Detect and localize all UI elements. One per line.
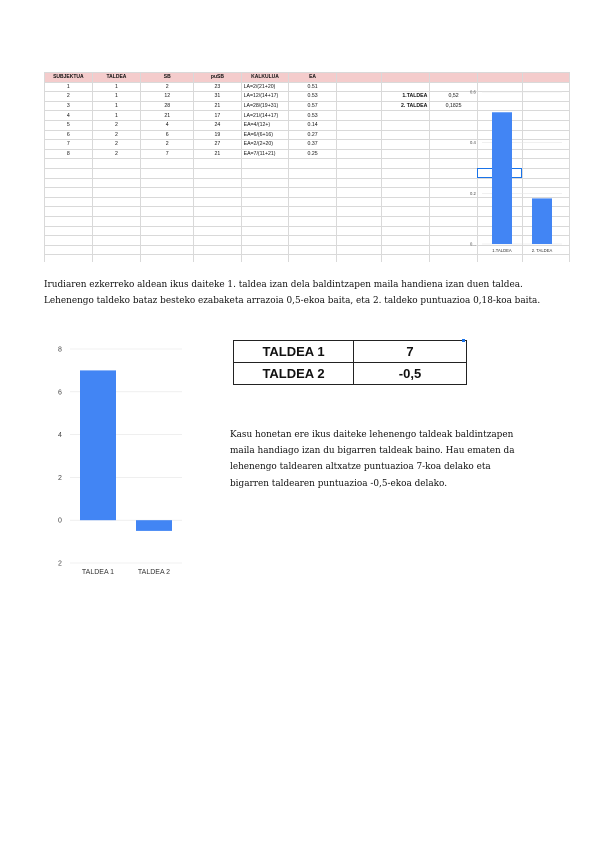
- sheet-cell[interactable]: [336, 216, 381, 226]
- sheet-cell[interactable]: [241, 236, 289, 246]
- sheet-cell[interactable]: [289, 159, 336, 169]
- sheet-cell[interactable]: [141, 188, 194, 198]
- result-label: TALDEA 1: [234, 341, 354, 363]
- x-category-label: 2. TALDEA: [531, 248, 553, 253]
- sheet-cell[interactable]: 0.25: [289, 149, 336, 159]
- y-tick-label: 0: [58, 517, 62, 525]
- sheet-cell[interactable]: [45, 168, 93, 178]
- bar-2: [532, 198, 552, 244]
- sheet-cell[interactable]: [381, 168, 430, 178]
- sheet-cell[interactable]: [92, 226, 140, 236]
- result-row: [234, 341, 467, 363]
- result-table: [233, 340, 467, 385]
- sheet-cell[interactable]: [241, 207, 289, 217]
- sheet-cell[interactable]: [194, 178, 241, 188]
- sheet-cell[interactable]: LA=21/(14+17): [241, 111, 289, 121]
- sheet-cell[interactable]: LA=12/(14+17): [241, 92, 289, 102]
- sheet-cell[interactable]: [92, 188, 140, 198]
- sheet-cell[interactable]: [141, 255, 194, 262]
- sheet-cell[interactable]: 6: [141, 130, 194, 140]
- y-tick-label: 0.2: [470, 190, 476, 196]
- sheet-cell[interactable]: 8: [45, 149, 93, 159]
- sheet-cell[interactable]: [241, 188, 289, 198]
- sheet-cell[interactable]: 7: [141, 149, 194, 159]
- sheet-cell[interactable]: [141, 226, 194, 236]
- sheet-cell[interactable]: [381, 82, 430, 92]
- sheet-cell[interactable]: [92, 197, 140, 207]
- sheet-cell[interactable]: [381, 207, 430, 217]
- x-category-label: TALDEA 1: [81, 569, 115, 576]
- sheet-cell[interactable]: [289, 168, 336, 178]
- summary-label[interactable]: 1.TALDEA: [381, 92, 430, 102]
- sheet-cell[interactable]: 0.53: [289, 111, 336, 121]
- sheet-cell[interactable]: [289, 255, 336, 262]
- sheet-cell[interactable]: 27: [194, 140, 241, 150]
- sheet-cell[interactable]: 1: [92, 82, 140, 92]
- sheet-cell[interactable]: [336, 245, 381, 255]
- sheet-cell[interactable]: [241, 178, 289, 188]
- sheet-cell[interactable]: 2: [92, 130, 140, 140]
- sheet-cell[interactable]: [289, 178, 336, 188]
- result-value: 7: [354, 341, 467, 363]
- sheet-cell[interactable]: 1: [45, 82, 93, 92]
- paragraph-1: Irudiaren ezkerreko aldean ikus daiteke 1. taldea izan dela baldintzapen maila handiena izan duen taldea. Lehenengo taldeko bataz besteko ezabaketa arrazoia 0,5-ekoa baita, eta 2. taldeko puntuazioa 0,18-koa baita.: [44, 279, 541, 307]
- sheet-cell[interactable]: [381, 120, 430, 130]
- sheet-cell[interactable]: [289, 226, 336, 236]
- sheet-cell[interactable]: [289, 188, 336, 198]
- sheet-cell[interactable]: [336, 140, 381, 150]
- sheet-cell[interactable]: 0.57: [289, 101, 336, 111]
- sheet-cell[interactable]: [45, 255, 93, 262]
- sheet-cell[interactable]: [241, 245, 289, 255]
- sheet-cell[interactable]: 24: [194, 120, 241, 130]
- sheet-cell[interactable]: [336, 149, 381, 159]
- sheet-header-cell[interactable]: KALKULUA: [241, 73, 289, 83]
- sheet-cell[interactable]: EA=7/(11+21): [241, 149, 289, 159]
- sheet-cell[interactable]: [92, 245, 140, 255]
- y-tick-label: 2: [58, 560, 62, 568]
- sheet-cell[interactable]: [336, 255, 381, 262]
- sheet-cell[interactable]: [45, 236, 93, 246]
- sheet-cell[interactable]: 0.14: [289, 120, 336, 130]
- sheet-cell[interactable]: [336, 101, 381, 111]
- result-label: TALDEA 2: [234, 363, 354, 385]
- sheet-cell[interactable]: [381, 245, 430, 255]
- sheet-cell[interactable]: [336, 226, 381, 236]
- sheet-cell[interactable]: 2: [92, 149, 140, 159]
- sheet-cell[interactable]: [194, 188, 241, 198]
- sheet-cell[interactable]: [381, 159, 430, 169]
- sheet-cell[interactable]: [45, 245, 93, 255]
- sheet-cell[interactable]: [45, 178, 93, 188]
- sheet-cell[interactable]: [45, 216, 93, 226]
- y-tick-label: 0...: [470, 241, 476, 247]
- sheet-cell[interactable]: 2: [45, 92, 93, 102]
- sheet-cell[interactable]: 21: [194, 101, 241, 111]
- sheet-cell[interactable]: [92, 159, 140, 169]
- summary-value[interactable]: 0,1825: [430, 101, 477, 111]
- sheet-cell[interactable]: [141, 197, 194, 207]
- sheet-cell[interactable]: [336, 188, 381, 198]
- sheet-cell[interactable]: 21: [194, 149, 241, 159]
- sheet-cell[interactable]: [381, 111, 430, 121]
- sheet-cell[interactable]: [141, 178, 194, 188]
- sheet-header-cell[interactable]: puSB: [194, 73, 241, 83]
- sheet-cell[interactable]: [141, 216, 194, 226]
- sheet-cell[interactable]: [241, 159, 289, 169]
- sheet-cell[interactable]: 19: [194, 130, 241, 140]
- sheet-cell[interactable]: [336, 92, 381, 102]
- sheet-cell[interactable]: 1: [92, 101, 140, 111]
- sheet-cell[interactable]: [241, 216, 289, 226]
- sheet-cell[interactable]: 17: [194, 111, 241, 121]
- sheet-cell[interactable]: [477, 73, 522, 83]
- sheet-header-cell[interactable]: SB: [141, 73, 194, 83]
- sheet-cell[interactable]: EA=6/(6+16): [241, 130, 289, 140]
- sheet-cell[interactable]: [522, 73, 569, 83]
- sheet-cell[interactable]: 2: [92, 120, 140, 130]
- sheet-cell[interactable]: [141, 168, 194, 178]
- result-value: -0,5: [354, 363, 467, 385]
- sheet-cell[interactable]: 2: [141, 82, 194, 92]
- sheet-cell[interactable]: 5: [45, 120, 93, 130]
- sheet-cell[interactable]: [381, 226, 430, 236]
- sheet-cell[interactable]: [336, 82, 381, 92]
- sheet-cell[interactable]: [194, 207, 241, 217]
- sheet-cell[interactable]: [241, 197, 289, 207]
- sheet-cell[interactable]: 6: [45, 130, 93, 140]
- sheet-cell[interactable]: 0.37: [289, 140, 336, 150]
- sheet-header-cell[interactable]: SUBJEKTUA: [45, 73, 93, 83]
- sheet-cell[interactable]: [381, 178, 430, 188]
- sheet-cell[interactable]: 2: [141, 140, 194, 150]
- sheet-cell[interactable]: [381, 140, 430, 150]
- sheet-cell[interactable]: [289, 245, 336, 255]
- sheet-cell[interactable]: [336, 207, 381, 217]
- sheet-cell[interactable]: [381, 188, 430, 198]
- sheet-cell[interactable]: [45, 197, 93, 207]
- sheet-cell[interactable]: [45, 226, 93, 236]
- sheet-cell[interactable]: [45, 207, 93, 217]
- sheet-cell[interactable]: [194, 216, 241, 226]
- sheet-cell[interactable]: [194, 245, 241, 255]
- sheet-cell[interactable]: [194, 255, 241, 262]
- y-tick-label: 2: [58, 474, 62, 482]
- sheet-cell[interactable]: [381, 216, 430, 226]
- sheet-cell[interactable]: [336, 159, 381, 169]
- sheet-cell[interactable]: 2: [92, 140, 140, 150]
- x-category-label: 1.TALDEA: [492, 248, 512, 253]
- bar-2: [136, 520, 172, 531]
- sheet-cell[interactable]: 0.27: [289, 130, 336, 140]
- sheet-cell[interactable]: [381, 255, 430, 262]
- sheet-cell[interactable]: [45, 159, 93, 169]
- sheet-cell[interactable]: LA=28/(19+31): [241, 101, 289, 111]
- sheet-cell[interactable]: [241, 226, 289, 236]
- sheet-cell[interactable]: [289, 236, 336, 246]
- sheet-cell[interactable]: [289, 207, 336, 217]
- selection-handle: [462, 339, 465, 342]
- sheet-cell[interactable]: 1: [92, 111, 140, 121]
- y-tick-label: 8: [58, 346, 62, 354]
- y-tick-label: 0.6: [470, 89, 476, 95]
- sheet-cell[interactable]: [194, 168, 241, 178]
- sheet-cell[interactable]: [336, 236, 381, 246]
- sheet-cell[interactable]: [381, 236, 430, 246]
- sheet-cell[interactable]: 12: [141, 92, 194, 102]
- sheet-cell[interactable]: [141, 207, 194, 217]
- sheet-cell[interactable]: [92, 216, 140, 226]
- sheet-cell[interactable]: [336, 178, 381, 188]
- sheet-cell[interactable]: 31: [194, 92, 241, 102]
- sheet-cell[interactable]: 0.51: [289, 82, 336, 92]
- sheet-cell[interactable]: 3: [45, 101, 93, 111]
- summary-value[interactable]: 0,52: [430, 92, 477, 102]
- sheet-cell[interactable]: [381, 130, 430, 140]
- sheet-cell[interactable]: [381, 149, 430, 159]
- sheet-cell[interactable]: 4: [45, 111, 93, 121]
- sheet-cell[interactable]: [381, 197, 430, 207]
- sheet-cell[interactable]: [241, 168, 289, 178]
- sheet-cell[interactable]: 4: [141, 120, 194, 130]
- sheet-cell[interactable]: [194, 159, 241, 169]
- sheet-cell[interactable]: [289, 197, 336, 207]
- sheet-cell[interactable]: [194, 226, 241, 236]
- sheet-cell[interactable]: [336, 111, 381, 121]
- summary-label[interactable]: 2. TALDEA: [381, 101, 430, 111]
- y-tick-label: 4: [58, 432, 62, 440]
- sheet-header-cell[interactable]: EA: [289, 73, 336, 83]
- sheet-cell[interactable]: 21: [141, 111, 194, 121]
- sheet-cell[interactable]: [336, 130, 381, 140]
- sheet-cell[interactable]: [336, 120, 381, 130]
- sheet-cell[interactable]: [45, 188, 93, 198]
- sheet-cell[interactable]: [336, 73, 381, 83]
- bar-1: [492, 112, 512, 244]
- sheet-cell[interactable]: [141, 159, 194, 169]
- sheet-header-cell[interactable]: TALDEA: [92, 73, 140, 83]
- sheet-cell[interactable]: 7: [45, 140, 93, 150]
- sheet-cell[interactable]: EA=4/(12+): [241, 120, 289, 130]
- sheet-cell[interactable]: [92, 207, 140, 217]
- x-category-label: TALDEA 2: [137, 569, 171, 576]
- sheet-cell[interactable]: [92, 236, 140, 246]
- sheet-cell[interactable]: [336, 168, 381, 178]
- sheet-cell[interactable]: EA=2/(2+20): [241, 140, 289, 150]
- paragraph-2: Kasu honetan ere ikus daiteke lehenengo taldeak baldintzapen maila handiago izan du bigarren taldeak baino. Hau ematen da lehenengo taldearen altxatze puntuazioa 7-koa delako eta bigarren taldearen puntuazioa -0,5-ekoa delako.: [230, 429, 515, 489]
- sheet-cell[interactable]: LA=2/(21+20): [241, 82, 289, 92]
- sheet-cell[interactable]: [194, 197, 241, 207]
- sheet-cell[interactable]: 23: [194, 82, 241, 92]
- sheet-cell[interactable]: [381, 73, 430, 83]
- sheet-header-row: [45, 73, 570, 83]
- sheet-cell[interactable]: [289, 216, 336, 226]
- sheet-cell[interactable]: [430, 73, 477, 83]
- sheet-cell[interactable]: 28: [141, 101, 194, 111]
- spreadsheet-bar-chart: [470, 82, 570, 258]
- sheet-cell[interactable]: [92, 168, 140, 178]
- sheet-cell[interactable]: [92, 178, 140, 188]
- y-tick-label: 0.4: [470, 140, 476, 146]
- sheet-cell[interactable]: [92, 255, 140, 262]
- sheet-cell[interactable]: 0.53: [289, 92, 336, 102]
- sheet-cell[interactable]: [241, 255, 289, 262]
- sheet-cell[interactable]: 1: [92, 92, 140, 102]
- sheet-cell[interactable]: [336, 197, 381, 207]
- sheet-cell[interactable]: [141, 236, 194, 246]
- sheet-cell[interactable]: [194, 236, 241, 246]
- y-tick-label: 6: [58, 389, 62, 397]
- bar-1: [80, 370, 116, 520]
- sheet-cell[interactable]: [141, 245, 194, 255]
- result-row: [234, 363, 467, 385]
- group-score-bar-chart: [52, 340, 184, 580]
